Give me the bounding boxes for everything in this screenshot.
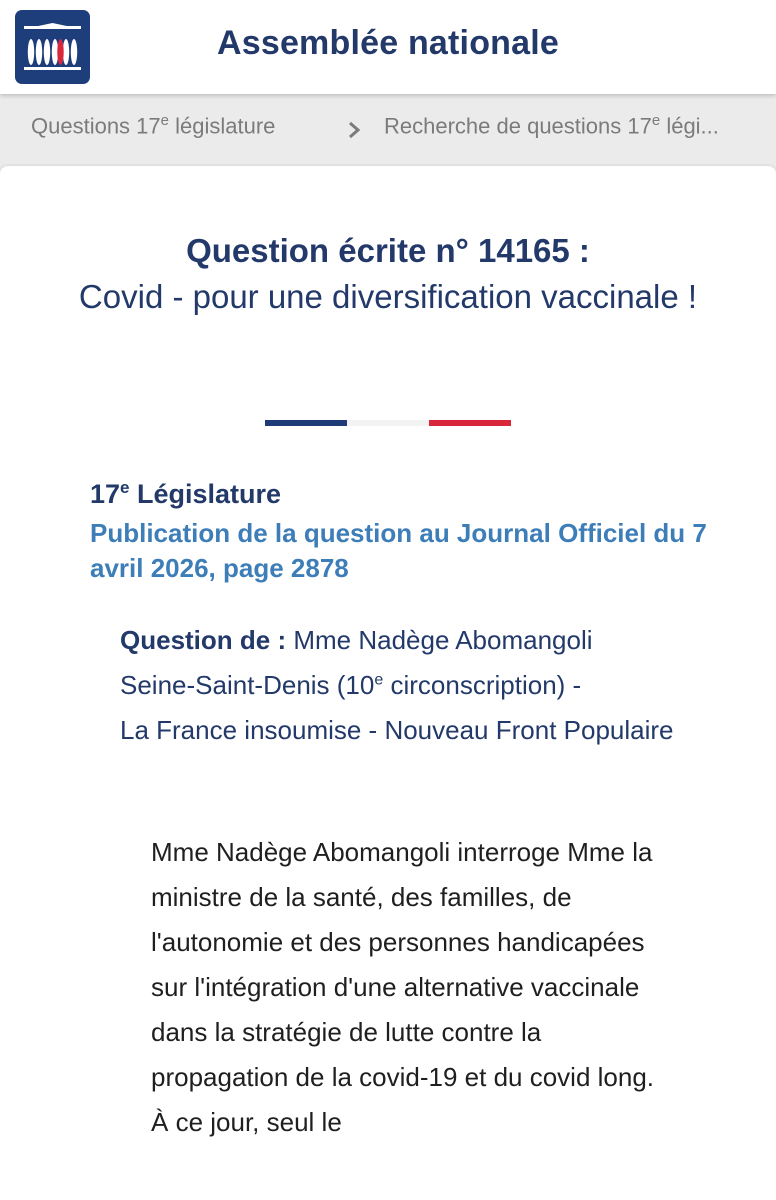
author-district <box>120 670 581 700</box>
breadcrumb-item-questions[interactable] <box>31 112 275 139</box>
question-text: Mme Nadège Abomangoli interroge Mme la ministre de la santé, des familles, de l'autonomie et des personnes handicapées sur l'intégration d'une alternative vaccinale dans la stratégie de lutte contre la propagation de la covid-19 et du covid long. À ce jour, seul le <box>151 837 655 1137</box>
legislature-heading <box>90 478 281 510</box>
question-title: Covid - pour une diversification vaccinale ! <box>78 278 698 315</box>
breadcrumb-sup: e <box>651 112 661 129</box>
author-info <box>120 618 720 753</box>
breadcrumb-item-text: légi... <box>660 113 719 139</box>
breadcrumb-sup: e <box>160 112 169 129</box>
author-group: La France insoumise - Nouveau Front Populaire <box>120 715 674 745</box>
district-text: circonscription) - <box>383 670 582 700</box>
district-text: Seine-Saint-Denis (10 <box>120 670 375 700</box>
legislature-sup: e <box>120 478 130 497</box>
breadcrumb-item-text: législature <box>168 113 276 139</box>
question-heading <box>60 228 716 320</box>
publication-info: Publication de la question au Journal Officiel du 7 avril 2026, page 2878 <box>90 518 707 583</box>
breadcrumb-item-text: Questions 17 <box>31 113 161 139</box>
legislature-number: 17 <box>90 479 121 509</box>
legislature-label: Législature <box>129 479 282 509</box>
breadcrumb-item-recherche[interactable] <box>384 112 776 139</box>
flag-red-stripe <box>429 420 511 426</box>
site-title[interactable]: Assemblée nationale <box>216 24 560 62</box>
question-number: Question écrite n° 14165 : <box>186 232 590 269</box>
district-sup: e <box>374 671 384 689</box>
author-name: Mme Nadège Abomangoli <box>286 625 593 655</box>
chevron-right-icon <box>347 121 361 139</box>
flag-white-stripe <box>347 420 429 426</box>
breadcrumb-item-text: Recherche de questions 17 <box>384 113 652 139</box>
flag-blue-stripe <box>265 420 347 426</box>
question-card <box>0 166 776 1200</box>
site-header <box>0 0 776 94</box>
breadcrumb <box>0 94 776 164</box>
author-label: Question de : <box>120 625 287 655</box>
